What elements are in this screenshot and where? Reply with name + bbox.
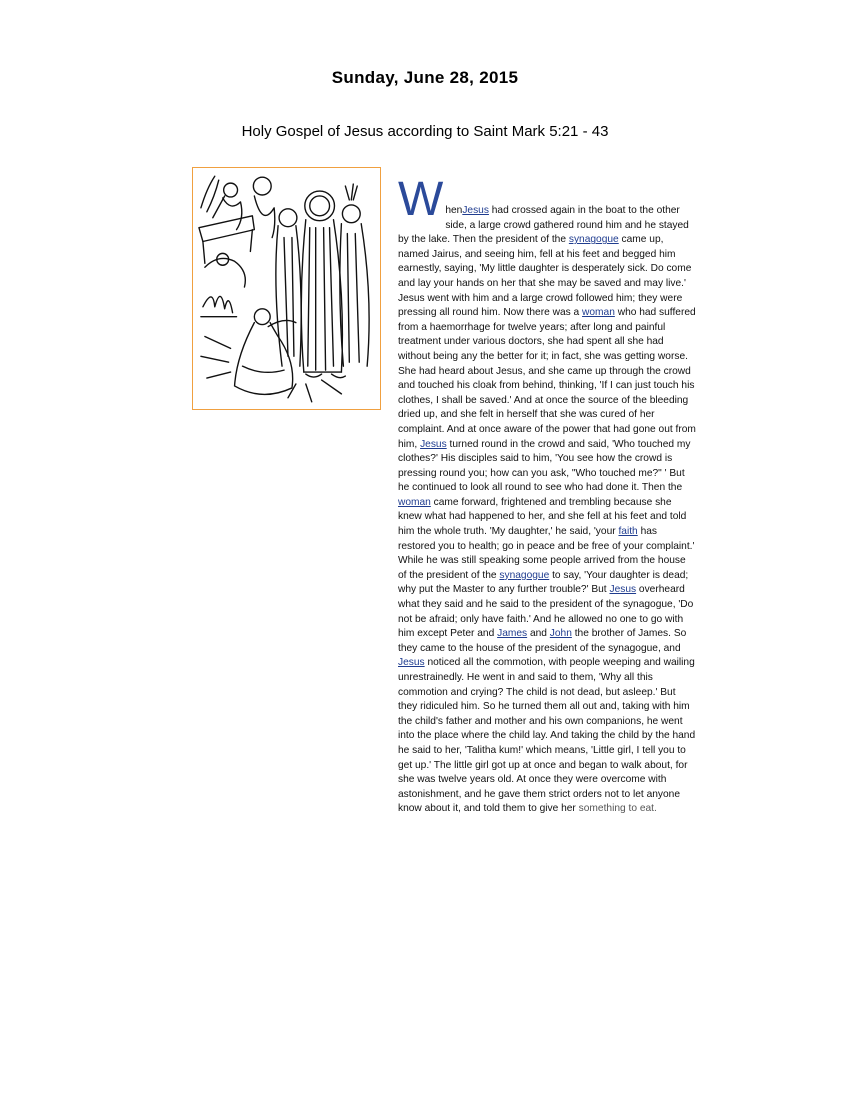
text-segment: the brother of James. So they came to the house of the president of the synagogue, and	[398, 628, 687, 654]
text-segment-tail: something to eat.	[578, 803, 657, 815]
link-jesus[interactable]: Jesus	[462, 205, 489, 216]
text-segment: turned round in the crowd and said, 'Who touched my clothes?' His disciples said to him, 'You see how the crowd is pressing round you; how can you ask, "Who touched me?" ' But he continued to look all round to see who had done it. Then the	[398, 438, 691, 494]
text-segment: noticed all the commotion, with people weeping and wailing unrestrainedly. He went in and said to them, 'Why all this commotion and crying? The child is not dead, but asleep.' But they ridiculed him. So he turned them all out and, taking with him the child's father and mother and his own companions, he went into the place where the child lay. And taking the child by the hand he said to her, 'Talitha kum!' which means, 'Little girl, I tell you to get up.' The little girl got up at once and began to walk about, for she was twelve years old. At once they were overcome with astonishment, and he gave them strict orders not to let anyone know about it, and told them to give her	[398, 657, 696, 815]
gospel-title-text: Holy Gospel of Jesus according to Saint Mark 5:21 - 43	[241, 123, 609, 140]
text-segment: came up, named Jairus, and seeing him, fell at his feet and begged him earnestly, saying, 'My little daughter is desperately sick. Do come and lay your hands on her that she may be saved and may live.' Jesus went with him and a large crowd followed him; they were pressing all round him. Now there was a	[398, 234, 692, 319]
text-segment: came forward, frightened and trembling because she knew what had happened to her, and she fell at his feet and told him the whole truth. 'My daughter,' he said, 'your	[398, 496, 687, 538]
gospel-text	[398, 173, 696, 817]
text-segment: had crossed again in the boat to the other side, a large crowd gathered round him and he stayed by the lake. Then the president of the	[398, 205, 689, 246]
gospel-title	[0, 123, 850, 140]
link-synagogue[interactable]: synagogue	[568, 234, 619, 246]
link-woman[interactable]: woman	[582, 307, 615, 319]
link-woman[interactable]: woman	[398, 496, 431, 508]
gospel-text-1	[445, 205, 462, 216]
text-segment: to say, 'Your daughter is dead; why put the Master to any further trouble?' But	[398, 569, 689, 596]
link-john[interactable]: John	[549, 628, 572, 640]
text-segment: has restored you to health; go in peace and be free of your complaint.' While he was still speaking some people arrived from the house of the president of the	[398, 526, 695, 581]
link-jesus[interactable]: Jesus	[420, 438, 447, 450]
dropcap: W	[398, 173, 444, 226]
text-segment: hen	[445, 205, 463, 216]
link-jesus[interactable]: Jesus	[609, 584, 637, 596]
page-date: Sunday, June 28, 2015	[331, 68, 519, 87]
link-synagogue[interactable]: synagogue	[499, 569, 550, 581]
link-faith[interactable]: faith	[618, 526, 638, 538]
text-segment: who had suffered from a haemorrhage for twelve years; after long and painful treatment under various doctors, she had spent all she had without being any the better for it; in fact, she was getting worse. She had heard about Jesus, and she came up through the crowd and touched his cloak from behind, thinking, 'If I can just touch his clothes, I shall be saved.' And at once the source of the bleeding dried up, and she felt in herself that she was cured of her complaint. And at once aware of the power that had gone out from him,	[398, 307, 696, 450]
illustration	[192, 167, 381, 410]
link-james[interactable]: James	[497, 628, 528, 640]
jesus-healing-illustration-icon	[193, 168, 380, 409]
text-segment: and	[527, 628, 550, 640]
link-jesus[interactable]: Jesus	[398, 657, 425, 669]
text-segment: overheard what they said and he said to the president of the synagogue, 'Do not be afraid; only have faith.' And he allowed no one to go with him except Peter and	[398, 584, 694, 640]
